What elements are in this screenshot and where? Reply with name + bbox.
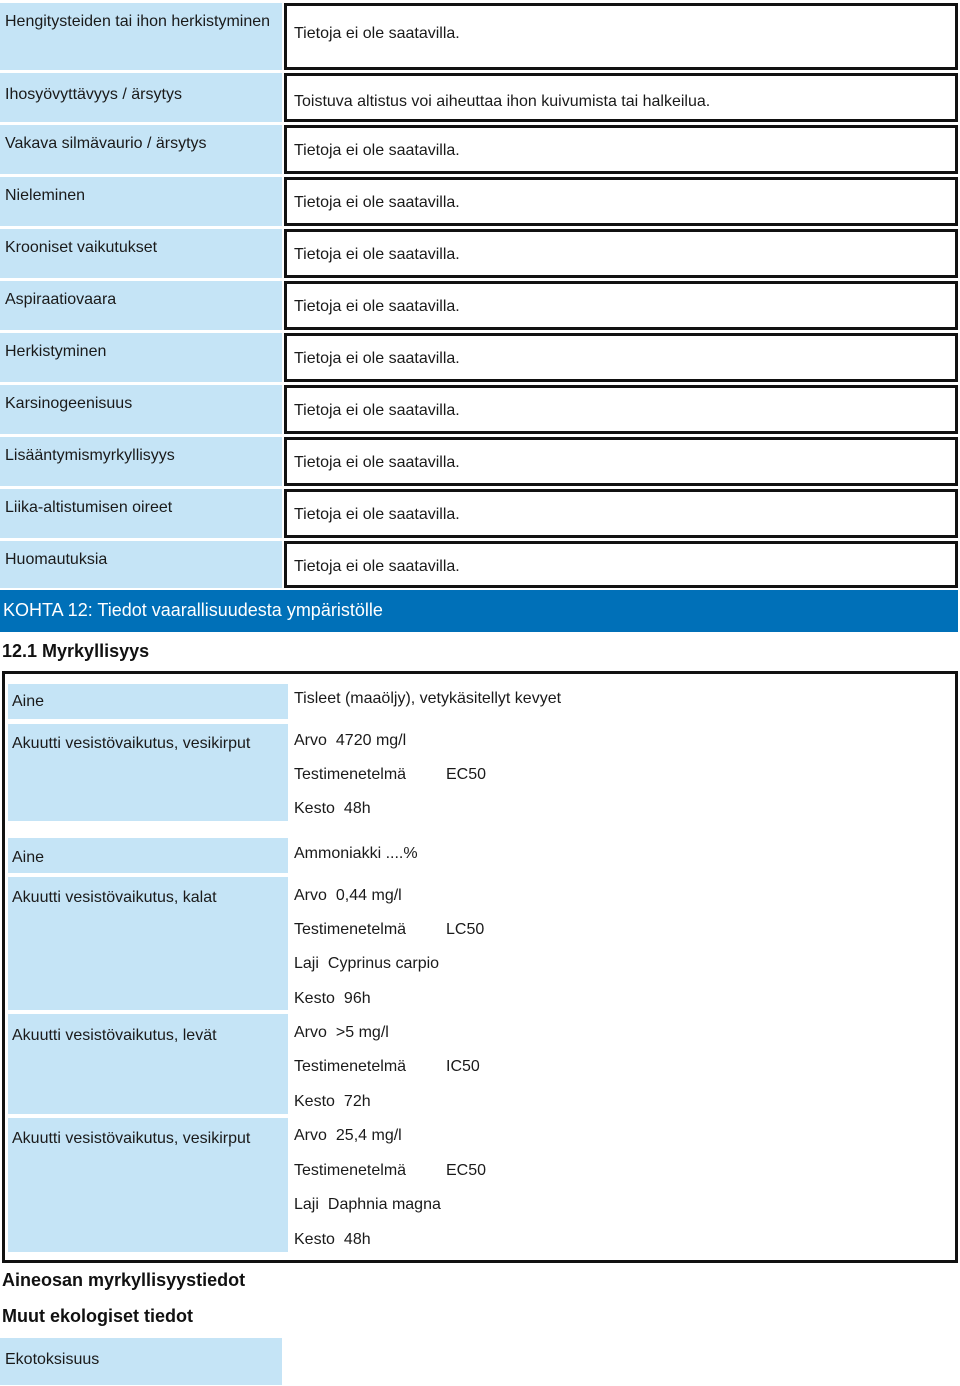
- row-label-respiratory-sensitization: Hengitysteiden tai ihon herkistyminen: [0, 3, 282, 70]
- arvo-value: 25,4 mg/l: [335, 1127, 402, 1144]
- invert-method-label: Testimenetelmä: [294, 1162, 407, 1179]
- row-label-carcinogenicity: Karsinogeenisuus: [0, 385, 282, 434]
- laji-value: Daphnia magna: [327, 1196, 441, 1213]
- row-value-respiratory-sensitization: Tietoja ei ole saatavilla.: [284, 3, 958, 70]
- row-label-remarks: Huomautuksia: [0, 541, 282, 588]
- fish-method-value: LC50: [446, 921, 485, 938]
- kesto-value: 72h: [343, 1093, 371, 1110]
- laji-label: Laji: [294, 955, 319, 972]
- ingredient-toxicity-heading: Aineosan myrkyllisyystiedot: [2, 1270, 246, 1290]
- arvo-label: Arvo: [294, 732, 327, 749]
- row-label-overexposure-symptoms: Liika-altistumisen oireet: [0, 489, 282, 538]
- kesto-value: 96h: [343, 990, 371, 1007]
- algae-method-value: IC50: [446, 1058, 480, 1075]
- row-value-ingestion: Tietoja ei ole saatavilla.: [284, 177, 958, 226]
- section-12-header: KOHTA 12: Tiedot vaarallisuudesta ympäristölle: [0, 590, 958, 632]
- row-label-skin-corrosion: Ihosyövyttävyys / ärsytys: [0, 73, 282, 122]
- fish-laji: [294, 953, 439, 974]
- substance-1-method-label: Testimenetelmä: [294, 766, 407, 783]
- row-value-overexposure-symptoms: Tietoja ei ole saatavilla.: [284, 489, 958, 538]
- acute-fish-label: Akuutti vesistövaikutus, kalat: [8, 877, 288, 1010]
- row-value-chronic-effects: Tietoja ei ole saatavilla.: [284, 229, 958, 278]
- invert-method-value: EC50: [446, 1162, 487, 1179]
- laji-value: Cyprinus carpio: [327, 955, 440, 972]
- substance-1-label: Aine: [8, 684, 288, 719]
- row-value-remarks: Tietoja ei ole saatavilla.: [284, 541, 958, 588]
- arvo-label: Arvo: [294, 1127, 327, 1144]
- substance-2-name: Ammoniakki ....%: [294, 845, 418, 862]
- kesto-value: 48h: [343, 800, 371, 817]
- arvo-value: 4720 mg/l: [335, 732, 407, 749]
- fish-arvo: [294, 885, 402, 906]
- row-label-ingestion: Nieleminen: [0, 177, 282, 226]
- other-ecological-heading: Muut ekologiset tiedot: [2, 1306, 193, 1326]
- row-label-sensitization: Herkistyminen: [0, 333, 282, 382]
- invert-arvo: [294, 1125, 402, 1146]
- algae-method-label: Testimenetelmä: [294, 1058, 407, 1075]
- kesto-label: Kesto: [294, 1231, 335, 1248]
- algae-kesto: [294, 1091, 371, 1112]
- arvo-value: >5 mg/l: [335, 1024, 389, 1041]
- row-value-carcinogenicity: Tietoja ei ole saatavilla.: [284, 385, 958, 434]
- substance-1-arvo: [294, 730, 406, 751]
- row-value-skin-corrosion: Toistuva altistus voi aiheuttaa ihon kuivumista tai halkeilua.: [284, 73, 958, 122]
- ecotoxicity-label: Ekotoksisuus: [0, 1338, 282, 1385]
- invert-laji: [294, 1194, 441, 1215]
- laji-label: Laji: [294, 1196, 319, 1213]
- kesto-label: Kesto: [294, 990, 335, 1007]
- fish-kesto: [294, 988, 371, 1009]
- substance-1-method-value: EC50: [446, 766, 487, 783]
- algae-arvo: [294, 1022, 389, 1043]
- substance-1-name: Tisleet (maaöljy), vetykäsitellyt kevyet: [294, 690, 562, 707]
- subsection-toxicity-heading: 12.1 Myrkyllisyys: [2, 641, 150, 661]
- substance-1-kesto: [294, 798, 371, 819]
- substance-2-label: Aine: [8, 838, 288, 873]
- fish-method-label: Testimenetelmä: [294, 921, 407, 938]
- row-value-aspiration-hazard: Tietoja ei ole saatavilla.: [284, 281, 958, 330]
- kesto-label: Kesto: [294, 1093, 335, 1110]
- row-label-aspiration-hazard: Aspiraatiovaara: [0, 281, 282, 330]
- kesto-value: 48h: [343, 1231, 371, 1248]
- acute-algae-label: Akuutti vesistövaikutus, levät: [8, 1014, 288, 1114]
- substance-1-acute-invert-label: Akuutti vesistövaikutus, vesikirput: [8, 724, 288, 821]
- kesto-label: Kesto: [294, 800, 335, 817]
- row-value-reproductive-toxicity: Tietoja ei ole saatavilla.: [284, 437, 958, 486]
- row-label-eye-damage: Vakava silmävaurio / ärsytys: [0, 125, 282, 174]
- row-label-reproductive-toxicity: Lisääntymismyrkyllisyys: [0, 437, 282, 486]
- invert-kesto: [294, 1229, 371, 1250]
- row-value-eye-damage: Tietoja ei ole saatavilla.: [284, 125, 958, 174]
- acute-invert-label: Akuutti vesistövaikutus, vesikirput: [8, 1118, 288, 1252]
- row-value-sensitization: Tietoja ei ole saatavilla.: [284, 333, 958, 382]
- arvo-label: Arvo: [294, 887, 327, 904]
- arvo-label: Arvo: [294, 1024, 327, 1041]
- arvo-value: 0,44 mg/l: [335, 887, 402, 904]
- row-label-chronic-effects: Krooniset vaikutukset: [0, 229, 282, 278]
